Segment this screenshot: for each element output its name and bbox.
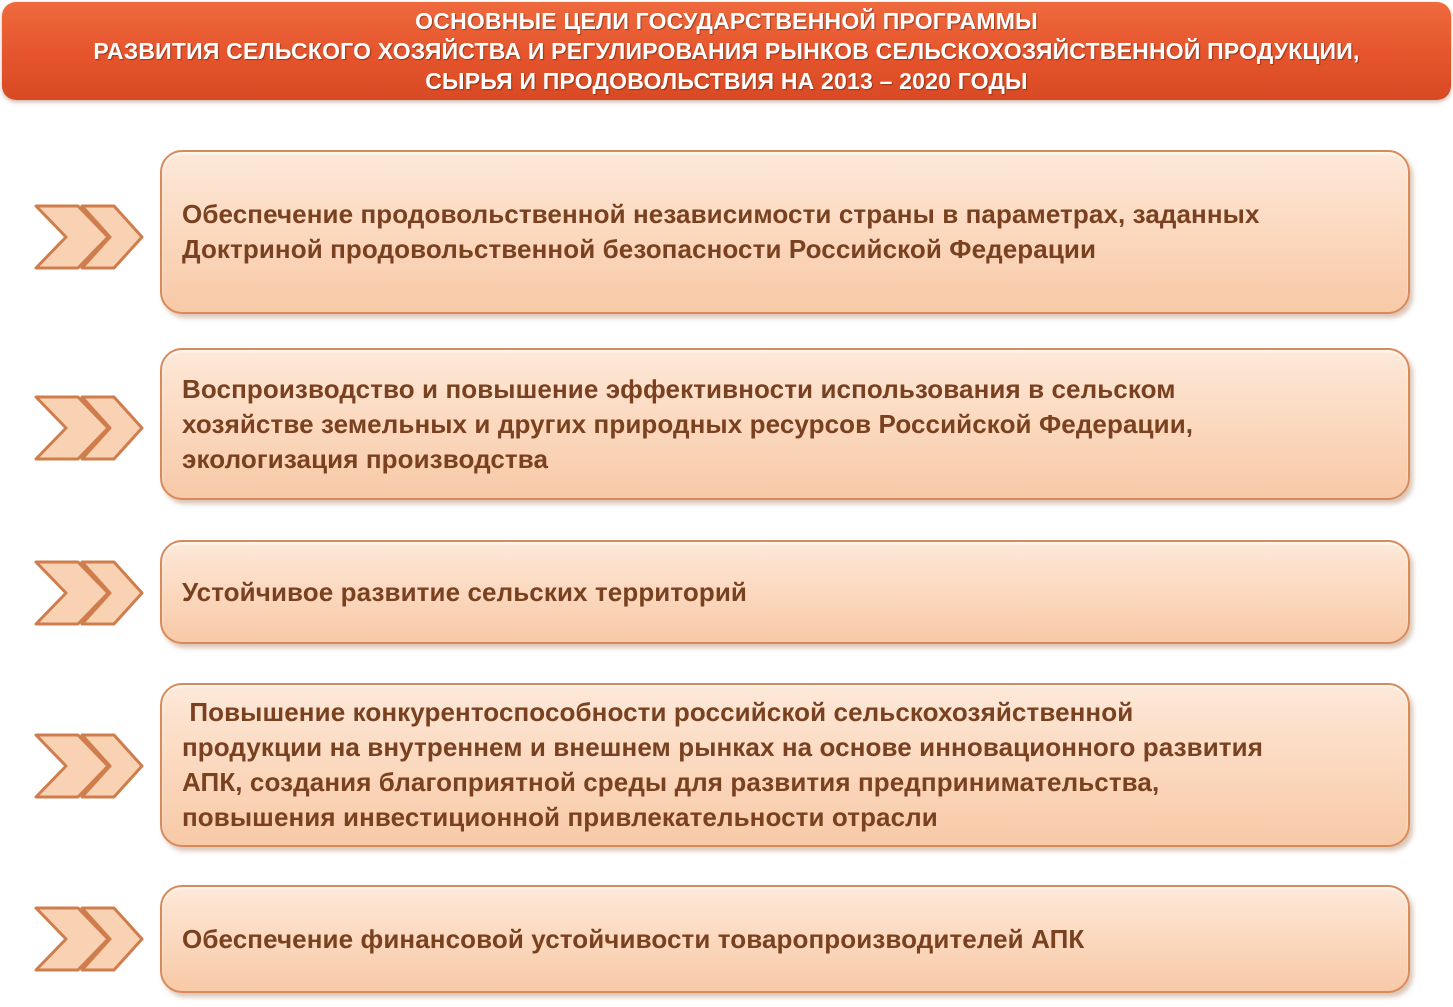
double-chevron-icon [30,393,146,463]
goal-card-5 [160,885,1410,993]
goal-4-line-2: продукции на внутреннем и внешнем рынках на основе инновационного развития [182,732,1263,762]
double-chevron-icon [30,202,146,272]
title-line-3: СЫРЬЯ И ПРОДОВОЛЬСТВИЯ НА 2013 – 2020 ГОДЫ [425,68,1028,94]
goal-1-line-1: Обеспечение продовольственной независимости страны в параметрах, заданных [182,199,1260,229]
goal-text-1 [182,197,1260,267]
goal-card-2 [160,348,1410,500]
double-chevron-icon [30,904,146,974]
goal-card-4 [160,683,1410,847]
goal-1-line-2: Доктриной продовольственной безопасности Российской Федерации [182,234,1097,264]
goal-card-1 [160,150,1410,314]
goal-5-line-1: Обеспечение финансовой устойчивости товаропроизводителей АПК [182,923,1085,954]
goal-3-line-1: Устойчивое развитие сельских территорий [182,576,748,607]
goal-text-3 [182,575,747,610]
title-line-2: РАЗВИТИЯ СЕЛЬСКОГО ХОЗЯЙСТВА И РЕГУЛИРОВАНИЯ РЫНКОВ СЕЛЬСКОХОЗЯЙСТВЕННОЙ ПРОДУКЦИИ, [93,38,1360,64]
double-chevron-icon [30,558,146,628]
goal-2-line-1: Воспроизводство и повышение эффективности использования в сельском [182,373,1176,404]
goal-text-4 [182,695,1263,835]
goal-text-5 [182,922,1084,957]
goal-2-line-2: хозяйстве земельных и других природных ресурсов Российской Федерации, [182,408,1194,439]
goal-4-line-4: повышения инвестиционной привлекательности отрасли [182,802,938,832]
goal-2-line-3: экологизация производства [182,443,549,474]
goal-4-line-1: Повышение конкурентоспособности российской сельскохозяйственной [182,697,1134,727]
goal-text-2 [182,372,1193,477]
goal-card-3 [160,540,1410,644]
title-line-1: ОСНОВНЫЕ ЦЕЛИ ГОСУДАРСТВЕННОЙ ПРОГРАММЫ [415,8,1038,34]
double-chevron-icon [30,731,146,801]
title-banner [2,2,1451,100]
goal-4-line-3: АПК, создания благоприятной среды для развития предпринимательства, [182,767,1160,797]
